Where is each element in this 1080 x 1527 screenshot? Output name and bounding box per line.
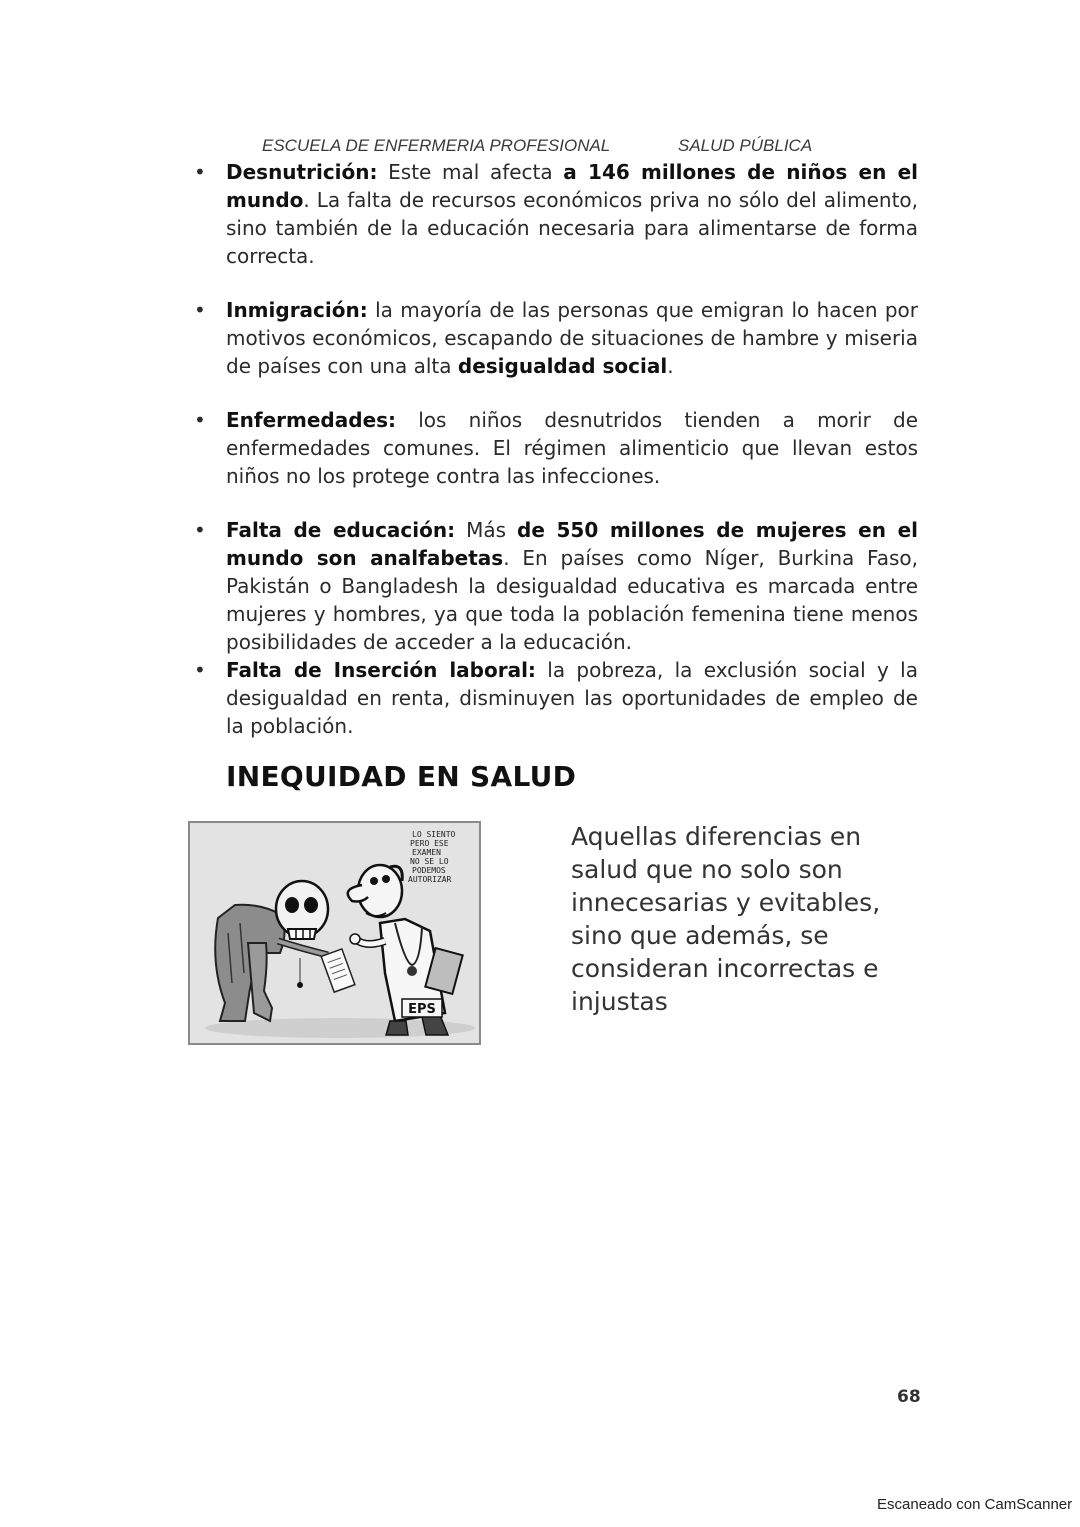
bullet-desnutricion [192, 158, 918, 270]
bullet-text: la pobreza, la exclusión social y la desigualdad en renta, disminuyen las oportunidades de empleo de la población. [226, 658, 918, 738]
bullet-text: Más [455, 518, 518, 542]
bullet-term: Desnutrición: [226, 160, 378, 184]
bullet-dot: • [194, 658, 206, 682]
bullet-dot: • [194, 160, 206, 184]
bullet-term: Inmigración: [226, 298, 368, 322]
bullet-dot: • [194, 518, 206, 542]
bullet-enfermedades [192, 406, 918, 490]
header-school: ESCUELA DE ENFERMERIA PROFESIONAL [262, 136, 611, 155]
bullet-text: los niños desnutridos tienden a morir de enfermedades comunes. El régimen alimenticio que llevan estos niños no los protege contra las infecciones. [226, 408, 918, 488]
page-number: 68 [897, 1387, 921, 1407]
bullet-inmigracion [192, 296, 918, 380]
bullet-dot: • [194, 298, 206, 322]
speech-line: PERO ESE [410, 839, 449, 848]
speech-line: NO SE LO [410, 857, 449, 866]
cartoon-eps-label: EPS [408, 1002, 436, 1017]
bullet-text: . En países como Níger, Burkina Faso, Pakistán o Bangladesh la desigualdad educativa es marcada entre mujeres y hombres, ya que toda la población femenina tiene menos posibilidades de acceder a la educación. [226, 546, 918, 654]
bullet-text: Este mal afecta [377, 160, 564, 184]
header-subject: SALUD PÚBLICA [678, 136, 813, 155]
bullet-insercion-laboral [192, 656, 918, 740]
cartoon-drawing [190, 823, 479, 1043]
speech-line: LO SIENTO [412, 830, 456, 839]
speech-line: AUTORIZAR [408, 875, 452, 884]
bullet-emphasis: a 146 millones de niños en el mundo [226, 160, 918, 212]
speech-line: EXAMEN [412, 848, 441, 857]
bullet-text: la mayoría de las personas que emigran lo hacen por motivos económicos, escapando de situaciones de hambre y miseria de países con una alta [226, 298, 918, 378]
speech-line: PODEMOS [412, 866, 446, 875]
bullet-term: Enfermedades: [226, 408, 397, 432]
bullet-falta-educacion [192, 516, 918, 656]
inequity-definition: Aquellas diferencias en salud que no solo son innecesarias y evitables, sino que además, se consideran incorrectas e injustas [571, 822, 881, 1016]
page-header [262, 136, 813, 156]
bullet-term: Falta de Inserción laboral: [226, 658, 536, 682]
section-title: INEQUIDAD EN SALUD [226, 760, 577, 793]
bullet-emphasis: de 550 millones de mujeres en el mundo son analfabetas [226, 518, 918, 570]
scanner-watermark: Escaneado con CamScanner [877, 1496, 1073, 1513]
bullet-text: . [667, 354, 674, 378]
bullet-emphasis: desigualdad social [457, 354, 668, 378]
cartoon-illustration [188, 821, 481, 1045]
bullet-text: . La falta de recursos económicos priva no sólo del alimento, sino también de la educación necesaria para alimentarse de forma correcta. [226, 188, 918, 268]
bullet-term: Falta de educación: [226, 518, 456, 542]
bullet-dot: • [194, 408, 206, 432]
bullet-list [192, 158, 918, 740]
